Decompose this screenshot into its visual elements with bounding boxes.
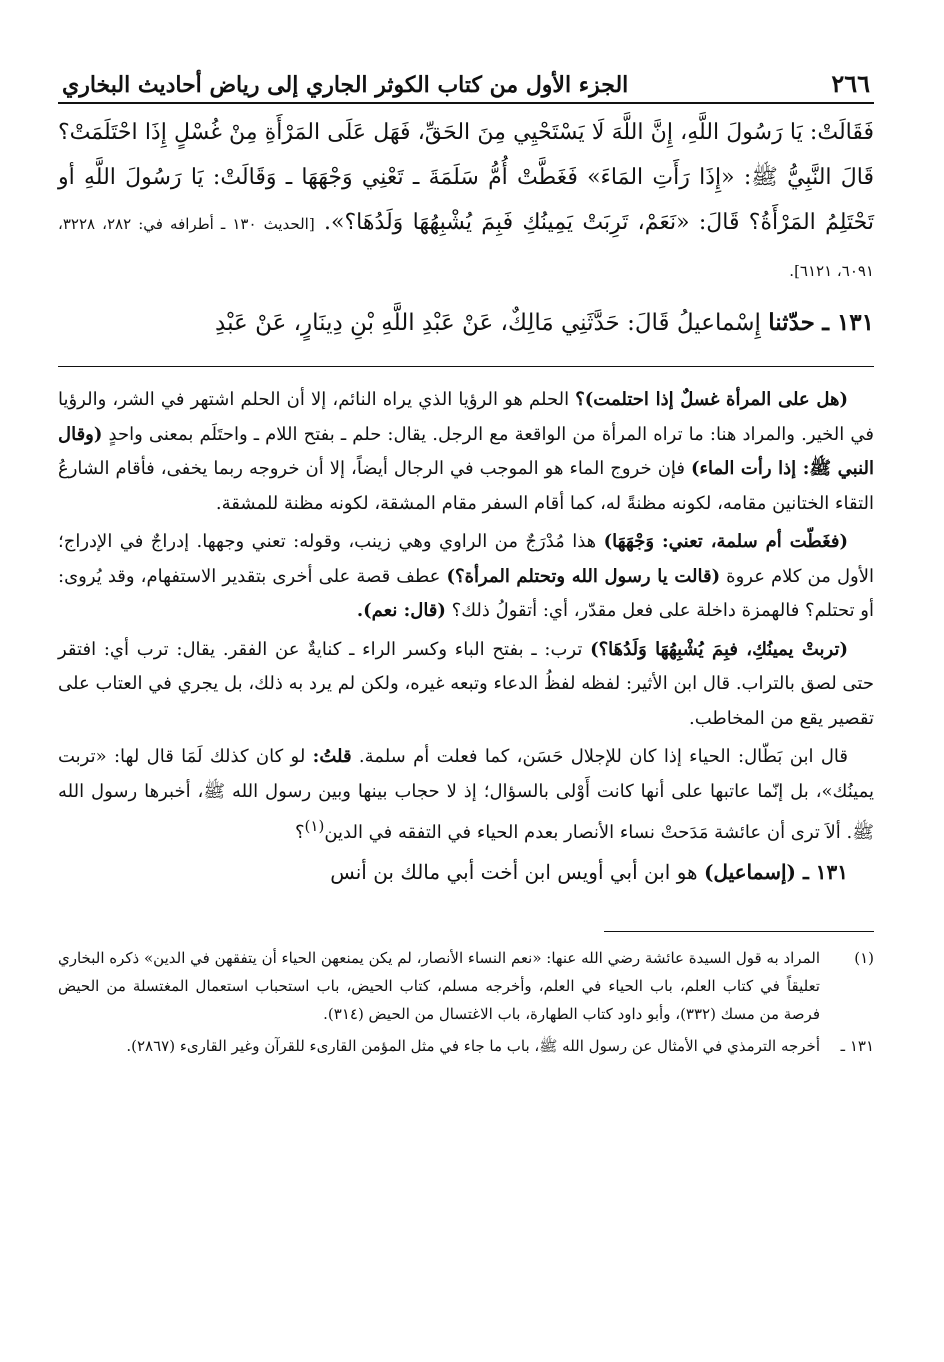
commentary-lemma: قلتُ:	[312, 746, 352, 767]
commentary-text: لو كان كذلك لَمَا قال لها: «تربت يمينُك»، بل إنّما عاتبها على أنها كانت أَوْلى بالسؤال؛ إذ لا حجاب بينها وبين رسول الله ﷺ، أخبرها رسول الله ﷺ. ألاَ ترى أن عائشة مَدَحتْ نساء الأنصار بعدم الحياء في التفقه في الدين	[58, 746, 874, 843]
commentary-divider	[58, 366, 874, 367]
footnote-text: أخرجه الترمذي في الأمثال عن رسول الله ﷺ، باب ما جاء في مثل المؤمن القارىء للقرآن وغير القارىء (٢٨٦٧).	[126, 1037, 820, 1055]
commentary	[58, 383, 874, 889]
commentary-text: فإن خروج الماء هو الموجب في الرجال أيضاً، إلا أن خروجه ربما يخفى، فأقام الشارعُ التقاء الختانين مقامه، لكونه مظنةً له، كما أقام السفر مقام المشقة، لكونه مظنة للمشقة.	[58, 458, 874, 514]
commentary-text-end: ؟	[294, 822, 305, 843]
commentary-text: قال ابن بَطّال: الحياء إذا كان للإجلال حَسَن، كما فعلت أم سلمة.	[358, 746, 848, 767]
hadith-reference: [الحديث ١٣٠ ـ أطرافه في: ٢٨٢، ٣٢٢٨، ٦٠٩١، ٦١٢١].	[58, 215, 874, 280]
commentary-lemma: (قال: نعم).	[356, 600, 446, 621]
commentary-paragraph	[58, 633, 874, 737]
hadith-text-block	[58, 110, 874, 294]
commentary-lemma: ١٣١ ـ (إسماعيل)	[703, 859, 848, 884]
commentary-text: ترب: ـ بفتح الباء وكسر الراء ـ كنايةٌ عن الفقر. يقال: ترب أي: افتقر حتى لصق بالتراب. قال ابن الأثير: لفظه لفظُ الدعاء وتبعه غيره، ولكن لم يرد به ذلك، بل يجري في العتاب على تقصير يقع من المخاطب.	[58, 638, 874, 729]
page-number: ٢٦٦	[831, 69, 870, 98]
footnotes	[58, 944, 874, 1060]
next-hadith-lead: حدّثنا	[768, 309, 815, 336]
commentary-text: عطف قصة على أخرى بتقدير الاستفهام، وقد يُروى: أو تحتلم؟ فالهمزة داخلة على فعل مقدّر، أي: أتقولُ ذلك؟	[58, 565, 874, 621]
hadith-text: فَقَالَتْ: يَا رَسُولَ اللَّهِ، إِنَّ اللَّهَ لَا يَسْتَحْيِي مِنَ الحَقِّ، فَهَل عَلَى المَرْأَةِ مِنْ غُسْلٍ إِذَا احْتَلَمَتْ؟ قَالَ النَّبِيُّ ﷺ: «إِذَا رَأَتِ المَاءَ» فَغَطَّتْ أُمُّ سَلَمَةَ ـ تَعْنِي وَجْهَهَا ـ وَقَالَتْ: يَا رَسُولَ اللَّهِ أو تَحْتَلِمُ المَرْأَةُ؟ قَالَ: «نَعَمْ، تَرِبَتْ يَمِينُكِ فَبِمَ يُشْبِهُهَا وَلَدُهَا؟».	[58, 120, 874, 235]
commentary-lemma: (فغَطّت أم سلمة، تعني: وَجْهَهَا)	[603, 531, 848, 552]
footnote-rule	[604, 931, 874, 932]
footnote	[58, 1032, 874, 1060]
next-hadith-number: ١٣١ ـ	[822, 309, 874, 336]
commentary-text: هو ابن أبي أويس ابن أخت أبي مالك بن أنس	[330, 859, 698, 884]
commentary-paragraph	[58, 740, 874, 851]
footnote-number: ١٣١ ـ	[840, 1037, 874, 1055]
page-header	[58, 60, 874, 104]
commentary-lemma: (قالت يا رسول الله وتحتلم المرأة؟)	[446, 565, 721, 587]
running-title: الجزء الأول من كتاب الكوثر الجاري إلى رياض أحاديث البخاري	[62, 72, 629, 98]
commentary-lemma: (هل على المرأة غسلٌ إذا احتلمت)؟	[575, 389, 848, 410]
footnote-text: المراد به قول السيدة عائشة رضي الله عنها: «نعم النساء الأنصار، لم يكن يمنعهن الحياء أن يتفقهن في الدين» ذكره البخاري تعليقاً في كتاب العلم، باب الحياء في العلم، وأخرجه مسلم، كتاب الحيض، باب استحباب استعمال المغتسلة من الحيض فرصة من مسك (٣٣٢)، وأبو داود كتاب الطهارة، باب الاغتسال من الحيض (٣١٤).	[58, 949, 820, 1023]
commentary-lemma: (وقال النبي ﷺ: إذا رأت الماء)	[58, 423, 874, 479]
book-page	[58, 60, 874, 1322]
commentary-lemma: (تربتْ يمينُكِ، فبِمَ يُشْبِهُهَا وَلَدُهَا؟)	[590, 638, 848, 660]
footnote	[58, 944, 874, 1028]
commentary-text: هذا مُدْرَجٌ من الراوي وهي زينب، وقوله: تعني وجهها. إدراجٌ في الإدراج؛ الأول من كلام عروة	[58, 531, 875, 587]
commentary-paragraph	[58, 525, 874, 629]
commentary-text: الحلم هو الرؤيا الذي يراه النائم، إلا أن الحلم اشتهر في الشر، والرؤيا في الخير. والمراد هنا: ما تراه المرأة من الواقعة مع الرجل. يقال: حلم ـ بفتح اللام ـ واحتَلَم بمعنى واحدٍ	[58, 389, 874, 445]
next-hadith-line	[58, 300, 874, 346]
footnote-number: (١)	[854, 949, 874, 967]
footnote-marker: (١)	[304, 817, 325, 835]
commentary-paragraph	[58, 383, 874, 521]
commentary-paragraph	[58, 855, 874, 890]
next-hadith-text: إِسْماعيلُ قَالَ: حَدَّثَنِي مَالِكٌ، عَنْ عَبْدِ اللَّهِ بْنِ دِينَارٍ، عَنْ عَبْدِ	[215, 310, 761, 336]
